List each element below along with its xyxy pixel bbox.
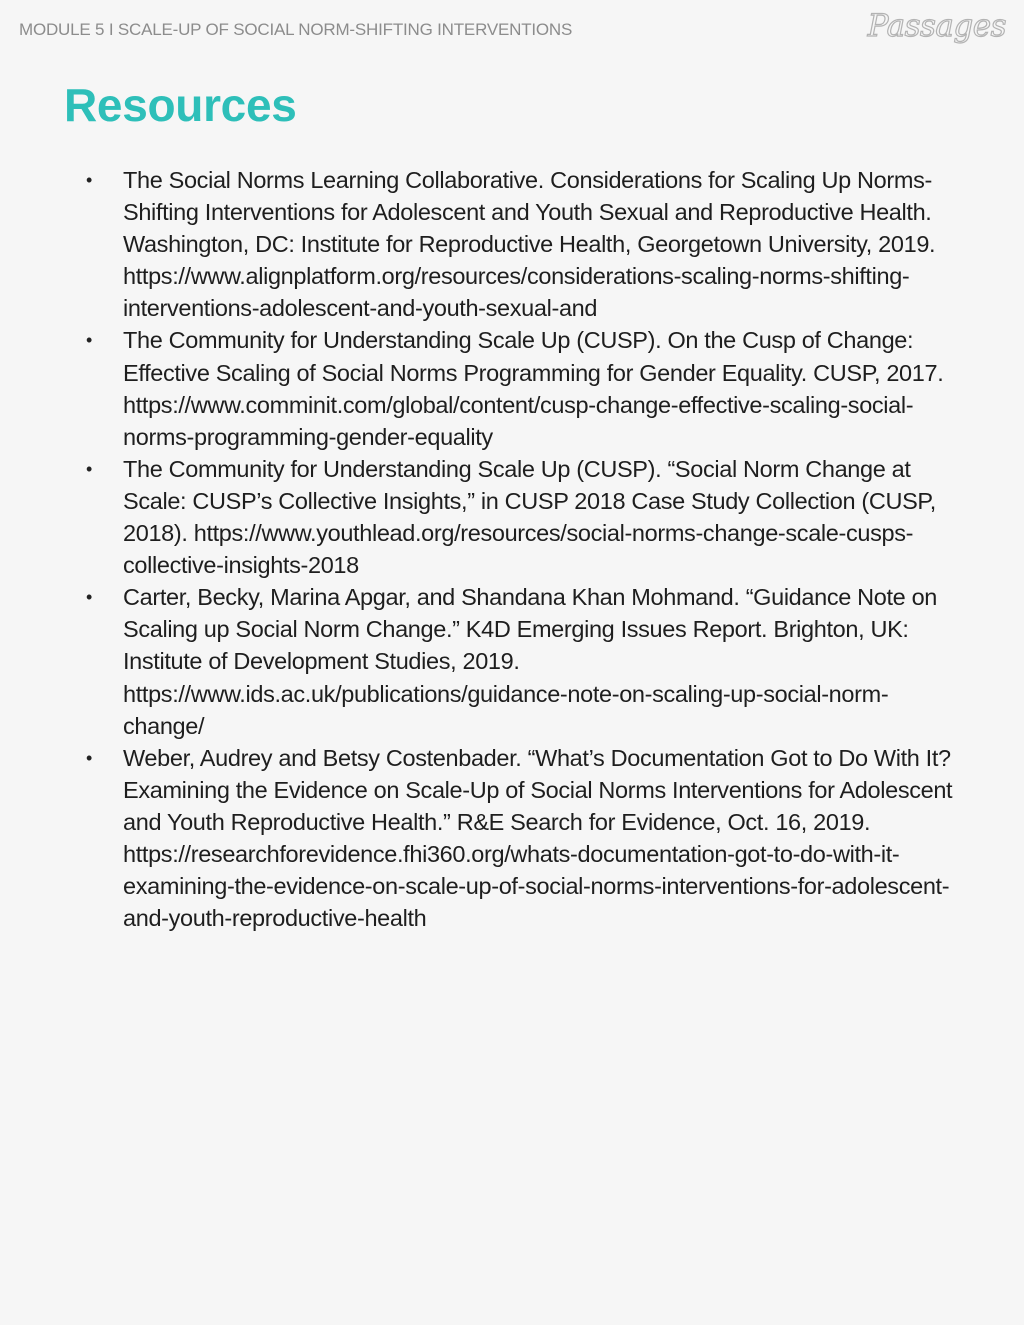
resource-citation: Weber, Audrey and Betsy Costenbader. “What’s Documentation Got to Do With It? Examining the Evidence on Scale-Up of Social Norms Interventions for Adolescent and Youth Reproductive Health.” R&E Search for Evidence, Oct. 16, 2019. — [123, 744, 953, 835]
bullet-icon: • — [86, 330, 92, 351]
resource-item — [80, 742, 960, 935]
resource-list — [80, 164, 960, 934]
resource-link[interactable]: https://www.comminit.com/global/content/cusp-change-effective-scaling-social-norms-programming-gender-equality — [123, 391, 914, 450]
resource-link[interactable]: https://www.ids.ac.uk/publications/guidance-note-on-scaling-up-social-norm-change/ — [123, 680, 889, 739]
resource-item — [80, 164, 960, 324]
bullet-icon: • — [86, 170, 92, 190]
resource-citation: The Social Norms Learning Collaborative. Considerations for Scaling Up Norms-Shifting Interventions for Adolescent and Youth Sexual and Reproductive Health. Washington, DC: Institute for Reproductive Health, Georgetown University, 2019. — [123, 167, 936, 258]
resource-link[interactable]: https://www.youthlead.org/resources/social-norms-change-scale-cusps-collective-insights-2018 — [123, 520, 914, 579]
resource-citation: The Community for Understanding Scale Up (CUSP). On the Cusp of Change: Effective Scaling of Social Norms Programming for Gender Equality. CUSP, 2017. — [123, 327, 944, 386]
resource-link[interactable]: https://www.alignplatform.org/resources/considerations-scaling-norms-shifting-interventions-adolescent-and-youth-sexual-and — [123, 263, 910, 322]
resource-item — [80, 453, 960, 581]
resource-citation: Carter, Becky, Marina Apgar, and Shandana Khan Mohmand. “Guidance Note on Scaling up Social Norm Change.” K4D Emerging Issues Report. Brighton, UK: Institute of Development Studies, 2019. — [123, 584, 938, 675]
resource-link[interactable]: https://researchforevidence.fhi360.org/whats-documentation-got-to-do-with-it-examining-the-evidence-on-scale-up-of-social-norms-interventions-for-adolescent-and-youth-reproductive-health — [123, 840, 950, 932]
module-label: MODULE 5 I SCALE-UP OF SOCIAL NORM-SHIFTING INTERVENTIONS — [19, 20, 573, 39]
bullet-icon: • — [86, 587, 92, 608]
passages-logo: Passages — [867, 8, 1006, 44]
resource-citation: The Community for Understanding Scale Up (CUSP). “Social Norm Change at Scale: CUSP’s Collective Insights,” in CUSP 2018 Case Study Collection (CUSP, 2018). — [123, 455, 936, 547]
bullet-icon: • — [86, 747, 92, 768]
page-header — [19, 8, 1006, 50]
page-title: Resources — [64, 79, 297, 131]
resource-item — [80, 324, 960, 452]
bullet-icon: • — [86, 458, 92, 479]
resource-item — [80, 581, 960, 741]
